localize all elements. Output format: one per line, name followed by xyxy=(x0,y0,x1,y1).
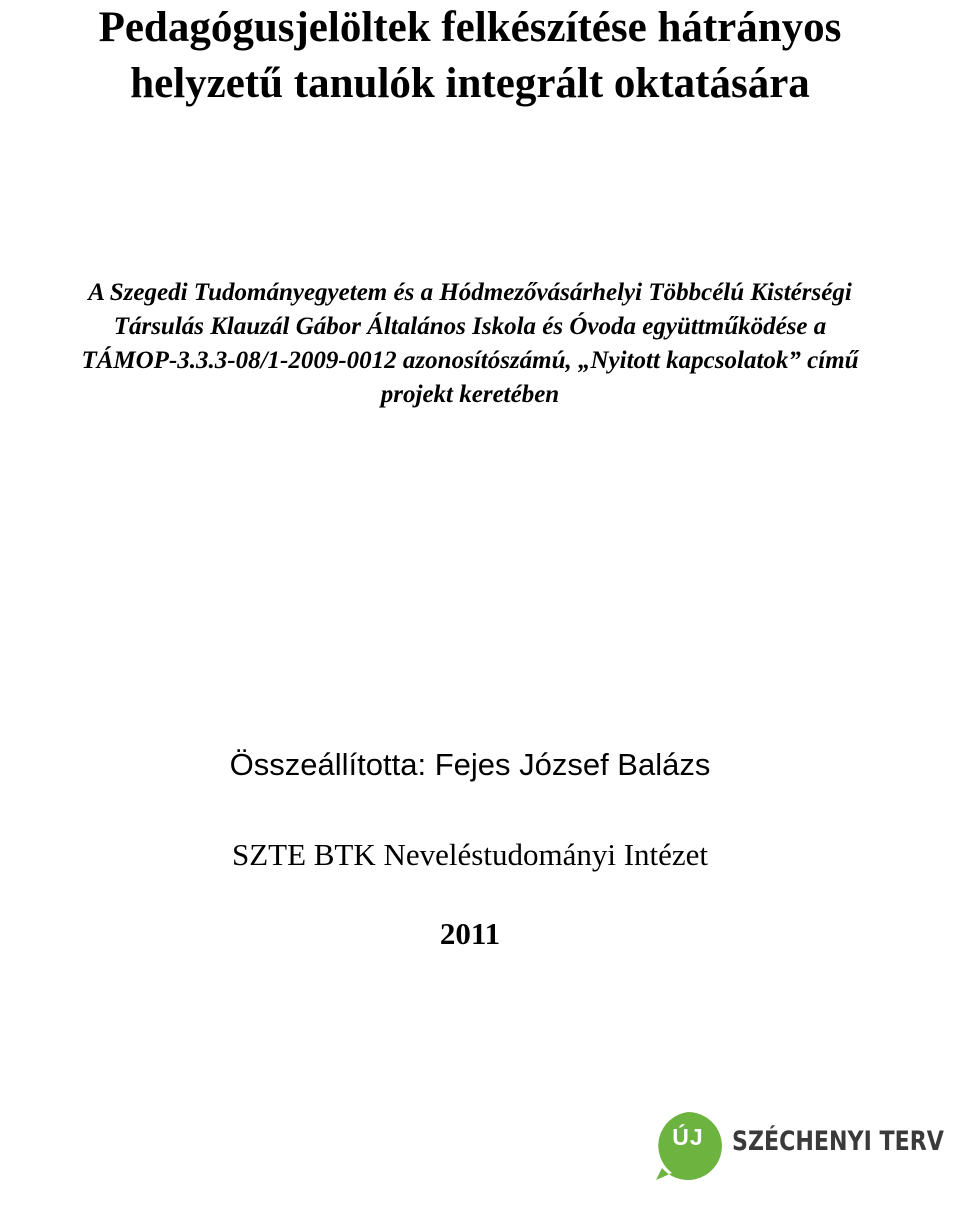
subtitle-line-3: TÁMOP-3.3.3-08/1-2009-0012 azonosítószámú, „Nyitott kapcsolatok” című xyxy=(81,347,859,374)
szechenyi-terv-logo xyxy=(652,1110,952,1190)
title-line-1: Pedagógusjelöltek felkészítése hátrányos xyxy=(98,4,842,51)
institute-name: SZTE BTK Neveléstudományi Intézet xyxy=(231,837,709,872)
logo-badge-text: ÚJ xyxy=(672,1124,704,1150)
author-line xyxy=(0,743,940,787)
subtitle-line-4: projekt keretében xyxy=(380,381,560,408)
project-description xyxy=(0,276,940,412)
logo-badge-icon xyxy=(652,1110,724,1182)
document-title xyxy=(0,0,940,112)
author-name: Fejes József Balázs xyxy=(434,747,711,782)
subtitle-line-2: Társulás Klauzál Gábor Általános Iskola és Óvoda együttműködése a xyxy=(113,313,827,340)
title-line-2: helyzetű tanulók integrált oktatására xyxy=(130,60,810,107)
logo-text: SZÉCHENYI TERV xyxy=(732,1126,944,1157)
author-label: Összeállította: xyxy=(229,747,427,782)
subtitle-line-1: A Szegedi Tudományegyetem és a Hódmezővásárhelyi Többcélú Kistérségi xyxy=(88,279,852,306)
publication-year: 2011 xyxy=(439,916,501,951)
